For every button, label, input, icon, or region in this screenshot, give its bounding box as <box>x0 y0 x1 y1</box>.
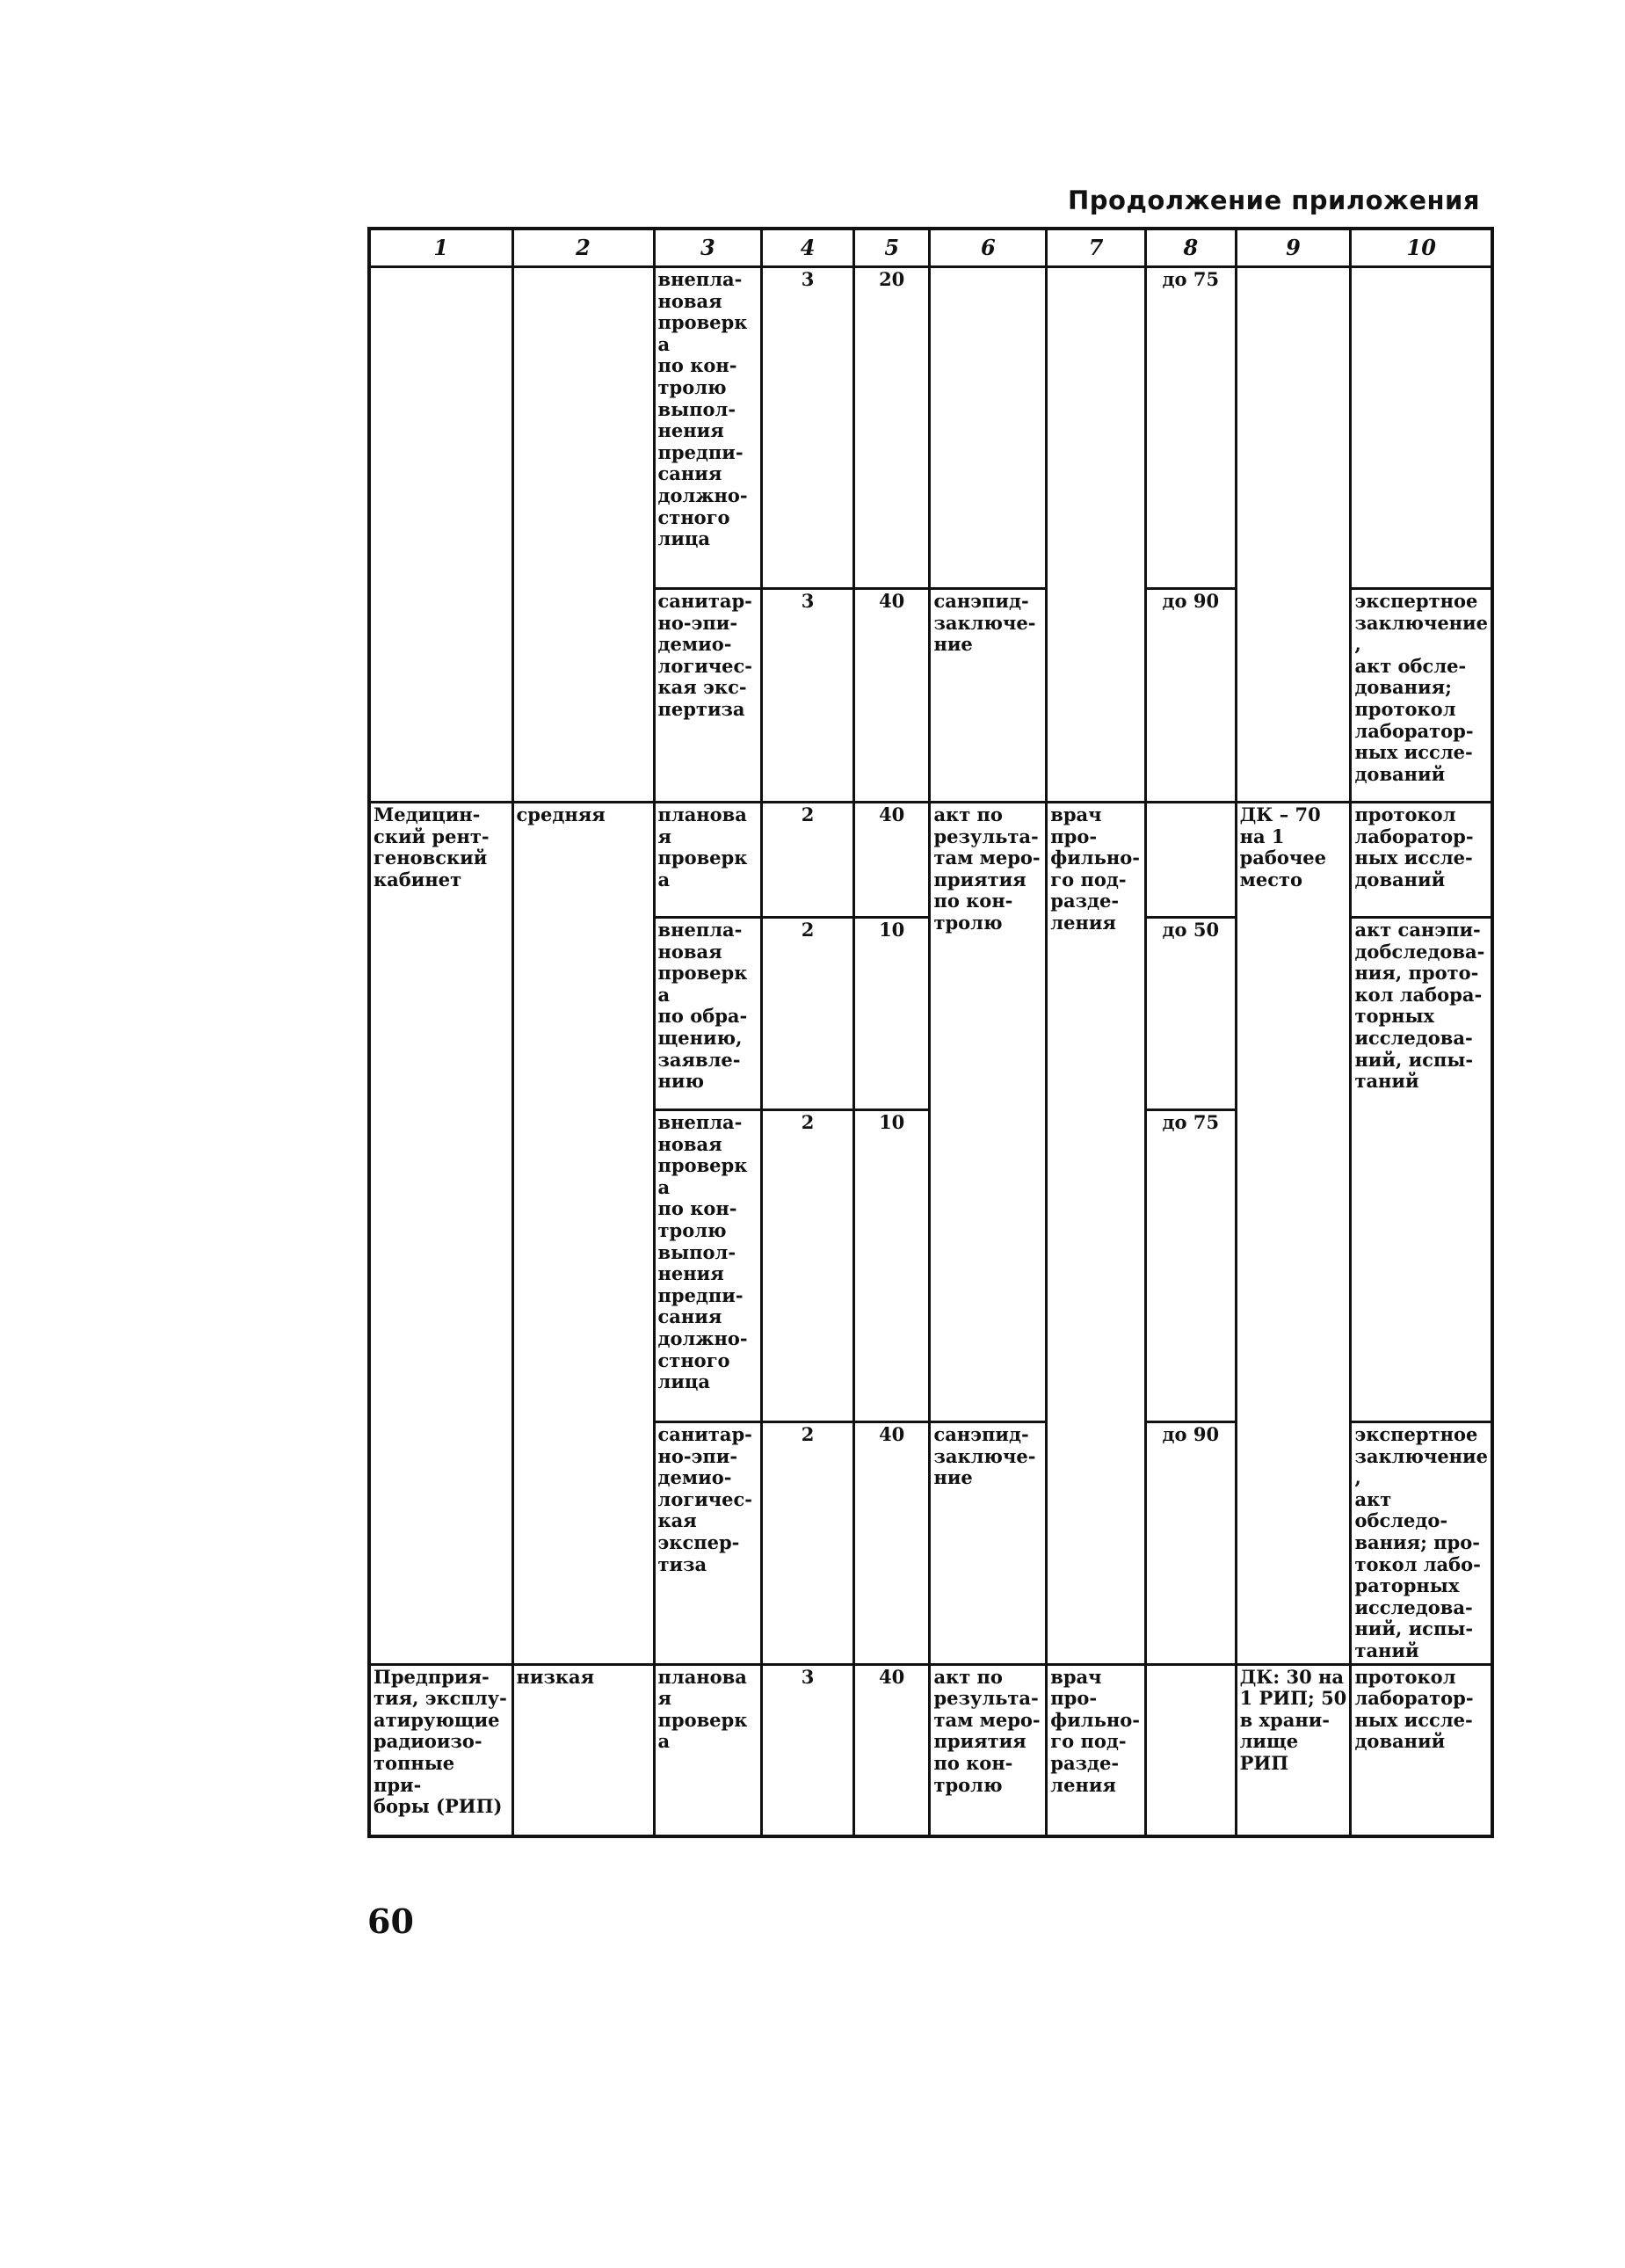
docs-cell: акт санэпи- добследова- ния, прото- кол лабора- торных исследова- ний, испы- таний <box>1351 918 1492 1422</box>
inspection-type-cell: плановая проверка <box>654 1664 762 1836</box>
col-header: 4 <box>762 229 854 267</box>
value-cell: 2 <box>762 918 854 1110</box>
term-cell: до 50 <box>1145 918 1236 1110</box>
term-cell: до 90 <box>1145 1422 1236 1665</box>
risk-cell: низкая <box>512 1664 654 1836</box>
inspection-type-cell: внепла- новая проверка по обра- щению, заявле- нию <box>654 918 762 1110</box>
col-header: 8 <box>1145 229 1236 267</box>
value-cell: 20 <box>853 267 930 589</box>
docs-cell <box>1351 267 1492 589</box>
value-cell: 10 <box>853 918 930 1110</box>
term-cell: до 75 <box>1145 1110 1236 1422</box>
table-row <box>369 1664 1492 1836</box>
col-header: 10 <box>1351 229 1492 267</box>
object-cell: Предприя- тия, эксплу- атирующие радиоизо- топные при- боры (РИП) <box>369 1664 512 1836</box>
col-header: 1 <box>369 229 512 267</box>
result-doc-cell: акт по результа- там меро- приятия по кон- тролю <box>930 1664 1047 1836</box>
table-header-row <box>369 229 1492 267</box>
value-cell: 3 <box>762 267 854 589</box>
inspection-type-cell: санитар- но-эпи- демио- логичес- кая экспер- тиза <box>654 1422 762 1665</box>
inspection-type-cell: внепла- новая проверка по кон- тролю выпол- нения предпи- сания должно- стного лица <box>654 1110 762 1422</box>
col-header: 9 <box>1236 229 1351 267</box>
dk-cell: ДК – 70 на 1 рабочее место <box>1236 803 1351 1665</box>
risk-cell: средняя <box>512 803 654 1665</box>
object-cell-empty <box>369 267 512 803</box>
inspector-cell-empty <box>1047 267 1146 803</box>
value-cell: 40 <box>853 589 930 803</box>
value-cell: 2 <box>762 803 854 918</box>
table-row <box>369 803 1492 918</box>
col-header: 2 <box>512 229 654 267</box>
inspection-type-cell: плановая проверка <box>654 803 762 918</box>
dk-cell-empty <box>1236 267 1351 803</box>
term-cell: до 75 <box>1145 267 1236 589</box>
term-cell <box>1145 803 1236 918</box>
risk-cell-empty <box>512 267 654 803</box>
term-cell <box>1145 1664 1236 1836</box>
term-cell: до 90 <box>1145 589 1236 803</box>
page-number: 60 <box>367 1901 414 1941</box>
table-caption: Продолжение приложения <box>1068 185 1480 215</box>
value-cell: 3 <box>762 589 854 803</box>
col-header: 5 <box>853 229 930 267</box>
col-header: 3 <box>654 229 762 267</box>
inspection-type-cell: внепла- новая проверка по кон- тролю выпол- нения предпи- сания должно- стного лица <box>654 267 762 589</box>
inspection-type-cell: санитар- но-эпи- демио- логичес- кая экс- пертиза <box>654 589 762 803</box>
value-cell: 3 <box>762 1664 854 1836</box>
docs-cell: экспертное заключение, акт обследо- вания; про- токол лабо- раторных исследова- ний, испы- таний <box>1351 1422 1492 1665</box>
object-cell: Медицин- ский рент- геновский кабинет <box>369 803 512 1665</box>
docs-cell: протокол лаборатор- ных иссле- дований <box>1351 803 1492 918</box>
result-doc-cell: акт по результа- там меро- приятия по кон- тролю <box>930 803 1047 1422</box>
col-header: 6 <box>930 229 1047 267</box>
result-doc-cell <box>930 267 1047 589</box>
table-row <box>369 267 1492 589</box>
regulation-table <box>367 227 1494 1838</box>
value-cell: 2 <box>762 1110 854 1422</box>
value-cell: 40 <box>853 803 930 918</box>
value-cell: 40 <box>853 1422 930 1665</box>
docs-cell: протокол лаборатор- ных иссле- дований <box>1351 1664 1492 1836</box>
col-header: 7 <box>1047 229 1146 267</box>
dk-cell: ДК: 30 на 1 РИП; 50 в храни- лище РИП <box>1236 1664 1351 1836</box>
result-doc-cell: санэпид- заключе- ние <box>930 589 1047 803</box>
inspector-cell: врач про- фильно- го под- разде- ления <box>1047 1664 1146 1836</box>
docs-cell: экспертное заключение, акт обсле- дования; протокол лаборатор- ных иссле- дований <box>1351 589 1492 803</box>
value-cell: 10 <box>853 1110 930 1422</box>
result-doc-cell: санэпид- заключе- ние <box>930 1422 1047 1665</box>
value-cell: 40 <box>853 1664 930 1836</box>
inspector-cell: врач про- фильно- го под- разде- ления <box>1047 803 1146 1665</box>
value-cell: 2 <box>762 1422 854 1665</box>
